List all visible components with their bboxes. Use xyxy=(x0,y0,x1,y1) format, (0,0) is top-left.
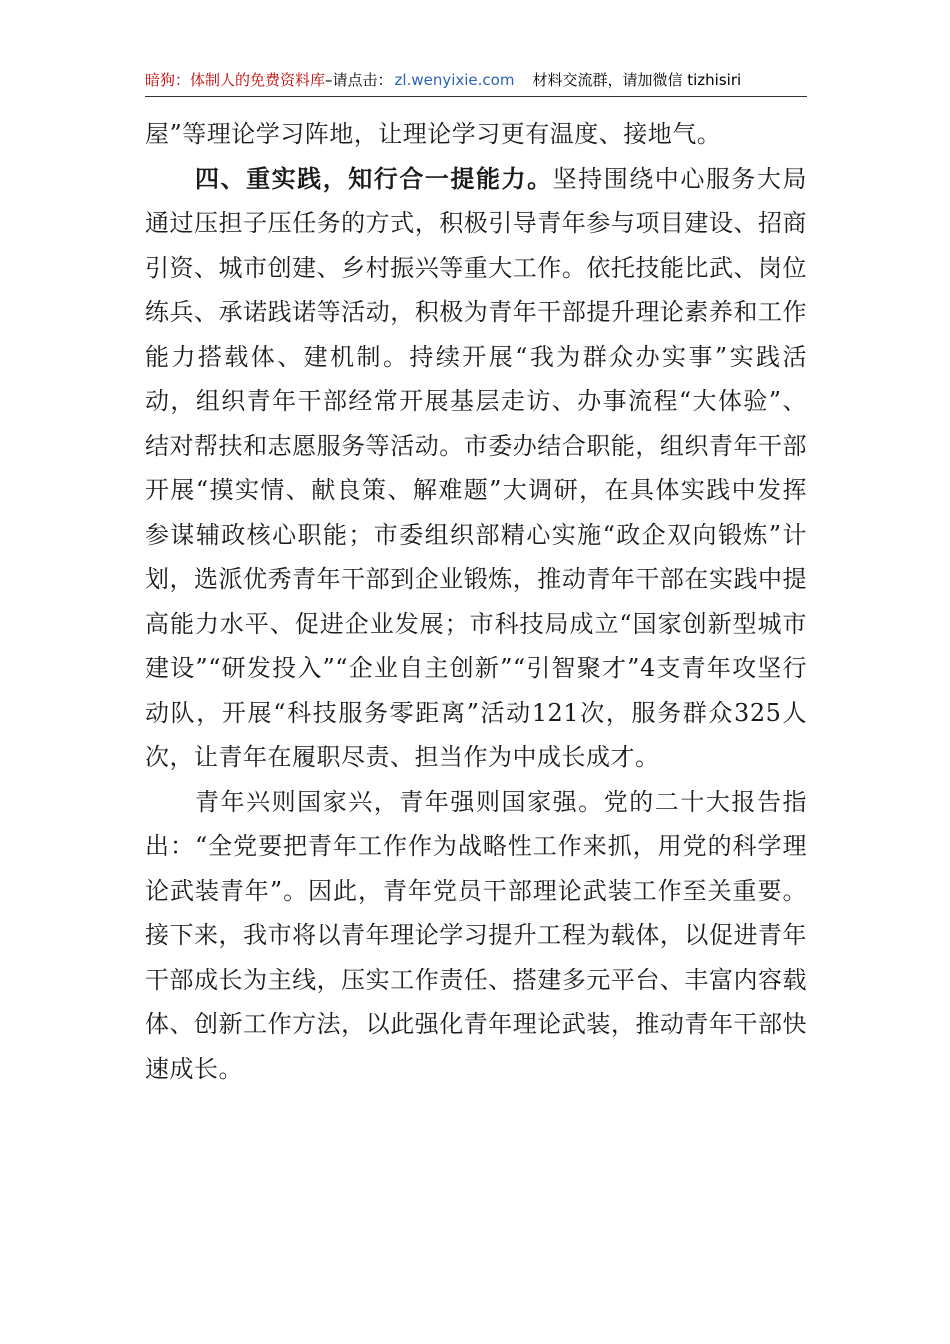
page-header xyxy=(145,70,807,97)
document-body xyxy=(145,112,807,1091)
header-brand: 暗狗：体制人的免费资料库 xyxy=(145,71,326,89)
paragraph-1: 屋”等理论学习阵地，让理论学习更有温度、接地气。 xyxy=(145,120,722,148)
paragraph-3: 青年兴则国家兴，青年强则国家强。党的二十大报告指出：“全党要把青年工作作为战略性工作来抓，用党的科学理论武装青年”。因此，青年党员干部理论武装工作至关重要。接下来，我市将以青年理论学习提升工程为载体，以促进青年干部成长为主线，压实工作责任、搭建多元平台、丰富内容载体、创新工作方法，以此强化青年理论武装，推动青年干部快速成长。 xyxy=(145,787,807,1083)
header-link[interactable]: zl.wenyixie.com xyxy=(394,71,515,89)
header-click-prefix: –请点击： xyxy=(325,71,393,89)
header-group-note: 材料交流群，请加微信 tizhisiri xyxy=(532,71,742,89)
section-heading: 四、重实践，知行合一提能力。 xyxy=(195,164,553,193)
paragraph-2-body: 坚持围绕中心服务大局通过压担子压任务的方式，积极引导青年参与项目建设、招商引资、城市创建、乡村振兴等重大工作。依托技能比武、岗位练兵、承诺践诺等活动，积极为青年干部提升理论素养和工作能力搭载体、建机制。持续开展“我为群众办实事”实践活动，组织青年干部经常开展基层走访、办事流程“大体验”、结对帮扶和志愿服务等活动。市委办结合职能，组织青年干部开展“摸实情、献良策、解难题”大调研，在具体实践中发挥参谋辅政核心职能；市委组织部精心实施“政企双向锻炼”计划，选派优秀青年干部到企业锻炼，推动青年干部在实践中提高能力水平、促进企业发展；市科技局成立“国家创新型城市建设”“研发投入”“企业自主创新”“引智聚才”4支青年攻坚行动队，开展“科技服务零距离”活动121次，服务群众325人次，让青年在履职尽责、担当作为中成长成才。 xyxy=(145,164,807,771)
paragraph-2 xyxy=(145,157,807,780)
